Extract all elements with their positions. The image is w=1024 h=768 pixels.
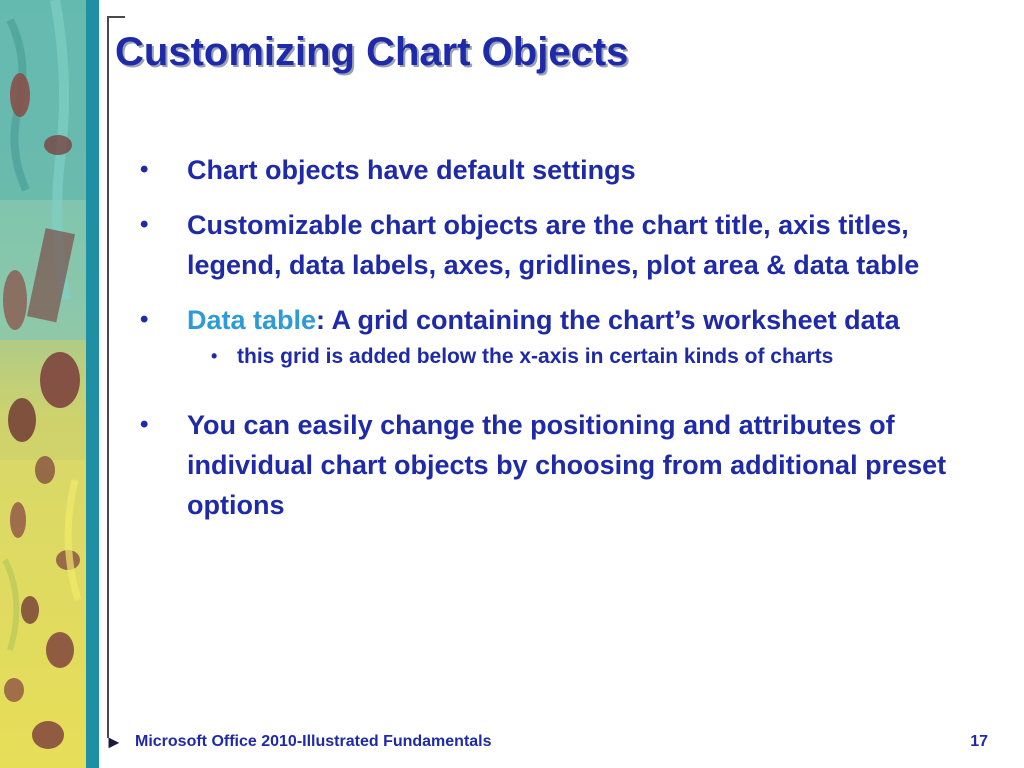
bullet-item bbox=[140, 205, 960, 285]
bullet-text: Customizable chart objects are the chart title, axis titles, legend, data labels, axes, gridlines, plot area & data table bbox=[187, 210, 920, 280]
bullet-text: : A grid containing the chart’s worksheet data bbox=[316, 305, 900, 335]
painted-texture-art bbox=[0, 0, 86, 768]
bullet-item bbox=[140, 150, 960, 190]
sub-bullet-list bbox=[187, 340, 960, 373]
sub-bullet-text: this grid is added below the x-axis in certain kinds of charts bbox=[237, 345, 834, 368]
page-number: 17 bbox=[970, 733, 988, 750]
bullet-list bbox=[140, 150, 960, 540]
bullet-text: You can easily change the positioning and attributes of individual chart objects by choosing from additional preset options bbox=[187, 410, 947, 520]
bullet-item bbox=[140, 405, 960, 525]
bullet-dot-icon: • bbox=[140, 411, 149, 438]
bullet-dot-icon: • bbox=[140, 306, 149, 333]
slide-title: Customizing Chart Objects bbox=[115, 30, 629, 74]
footer-text: Microsoft Office 2010-Illustrated Fundamentals bbox=[135, 733, 492, 750]
sub-bullet-dot-icon: • bbox=[211, 346, 218, 366]
bullet-keyterm: Data table bbox=[187, 305, 317, 335]
bullet-dot-icon: • bbox=[140, 211, 149, 238]
frame-corner-line bbox=[107, 16, 125, 18]
sub-bullet-item bbox=[211, 340, 960, 373]
frame-vertical-line bbox=[107, 16, 109, 738]
bullet-text: Chart objects have default settings bbox=[187, 155, 636, 185]
bullet-item bbox=[140, 300, 960, 373]
decorative-painted-art-strip bbox=[0, 0, 86, 768]
footer-arrow-icon: ► bbox=[105, 732, 123, 752]
teal-accent-bar bbox=[86, 0, 99, 768]
bullet-dot-icon: • bbox=[140, 156, 149, 183]
